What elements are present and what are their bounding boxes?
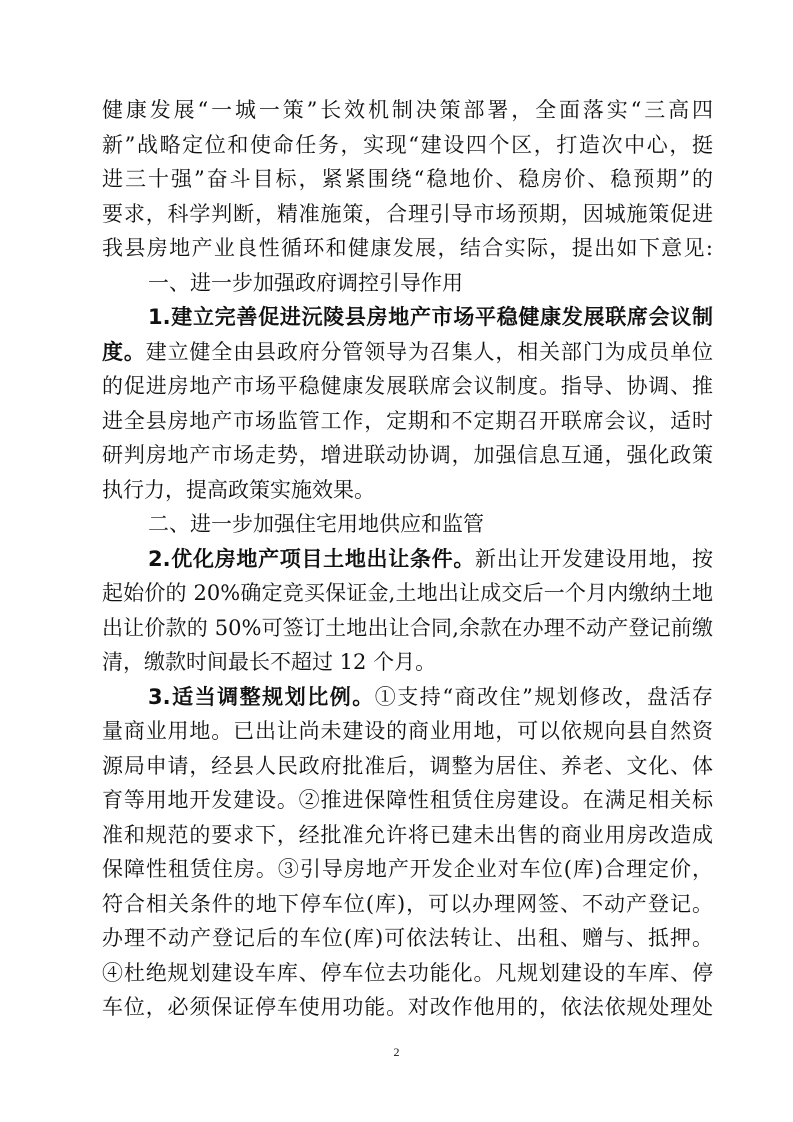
body-line: 育等用地开发建设。②推进保障性租赁住房建设。在满足相关标 — [102, 788, 713, 812]
body-line: ④杜绝规划建设车库、停车位去功能化。凡规划建设的车库、停 — [102, 960, 713, 985]
body-line: 保障性租赁住房。③引导房地产开发企业对车位(库)合理定价， — [102, 857, 713, 881]
body-line: 出让价款的 50%可签订土地出让合同,余款在办理不动产登记前缴 — [102, 615, 713, 640]
item-3-line — [148, 680, 713, 715]
body-line: 要求，科学判断，精准施策，合理引导市场预期，因城施策促进 — [102, 201, 713, 226]
item-2-title: 2.优化房地产项目土地出让条件。 — [148, 546, 476, 571]
item-1-title-end: 度。 — [102, 339, 146, 364]
page-number: 2 — [393, 1045, 400, 1059]
body-line: 我县房地产业良性循环和健康发展，结合实际，提出如下意见: — [102, 236, 713, 260]
body-line: 的促进房地产市场平稳健康发展联席会议制度。指导、协调、推 — [102, 374, 713, 398]
section-heading-2: 二、进一步加强住宅用地供应和监管 — [148, 512, 484, 536]
body-line: 起始价的 20%确定竞买保证金,土地出让成交后一个月内缴纳土地 — [102, 581, 713, 605]
body-line: 车位，必须保证停车使用功能。对改作他用的，依法依规处理处 — [102, 995, 713, 1019]
body-line: 健康发展“一城一策”长效机制决策部署，全面落实“三高四 — [102, 98, 713, 122]
item-1-line — [102, 335, 713, 370]
item-1-line-text: 建立健全由县政府分管领导为召集人，相关部门为成员单位 — [145, 339, 713, 364]
body-line: 新”战略定位和使命任务，实现“建设四个区，打造次中心，挺 — [102, 132, 713, 157]
body-line: 执行力，提高政策实施效果。 — [102, 477, 375, 502]
body-line: 进全县房地产市场监管工作，定期和不定期召开联席会议，适时 — [102, 408, 713, 433]
body-line: 进三十强”奋斗目标，紧紧围绕“稳地价、稳房价、稳预期”的 — [102, 167, 713, 191]
body-line: 源局申请，经县人民政府批准后，调整为居住、养老、文化、体 — [102, 753, 713, 778]
body-line: 研判房地产市场走势，增进联动协调，加强信息互通，强化政策 — [102, 443, 713, 467]
body-line: 符合相关条件的地下停车位(库)，可以办理网签、不动产登记。 — [102, 891, 713, 916]
item-3-title: 3.适当调整规划比例。 — [148, 684, 375, 709]
body-line: 量商业用地。已出让尚未建设的商业用地，可以依规向县自然资 — [102, 719, 713, 743]
body-line: 办理不动产登记后的车位(库)可依法转让、出租、赠与、抵押。 — [102, 926, 713, 950]
body-line: 准和规范的要求下，经批准允许将已建未出售的商业用房改造成 — [102, 822, 713, 847]
item-2-line-text: 新出让开发建设用地，按 — [475, 546, 713, 571]
item-1-title: 1.建立完善促进沅陵县房地产市场平稳健康发展联席会议制 — [148, 305, 713, 329]
section-heading-1: 一、进一步加强政府调控引导作用 — [148, 270, 463, 295]
item-2-line — [148, 542, 713, 577]
item-3-line-text: ①支持“商改住”规划修改，盘活存 — [374, 684, 713, 709]
body-line: 清，缴款时间最长不超过 12 个月。 — [102, 650, 437, 674]
